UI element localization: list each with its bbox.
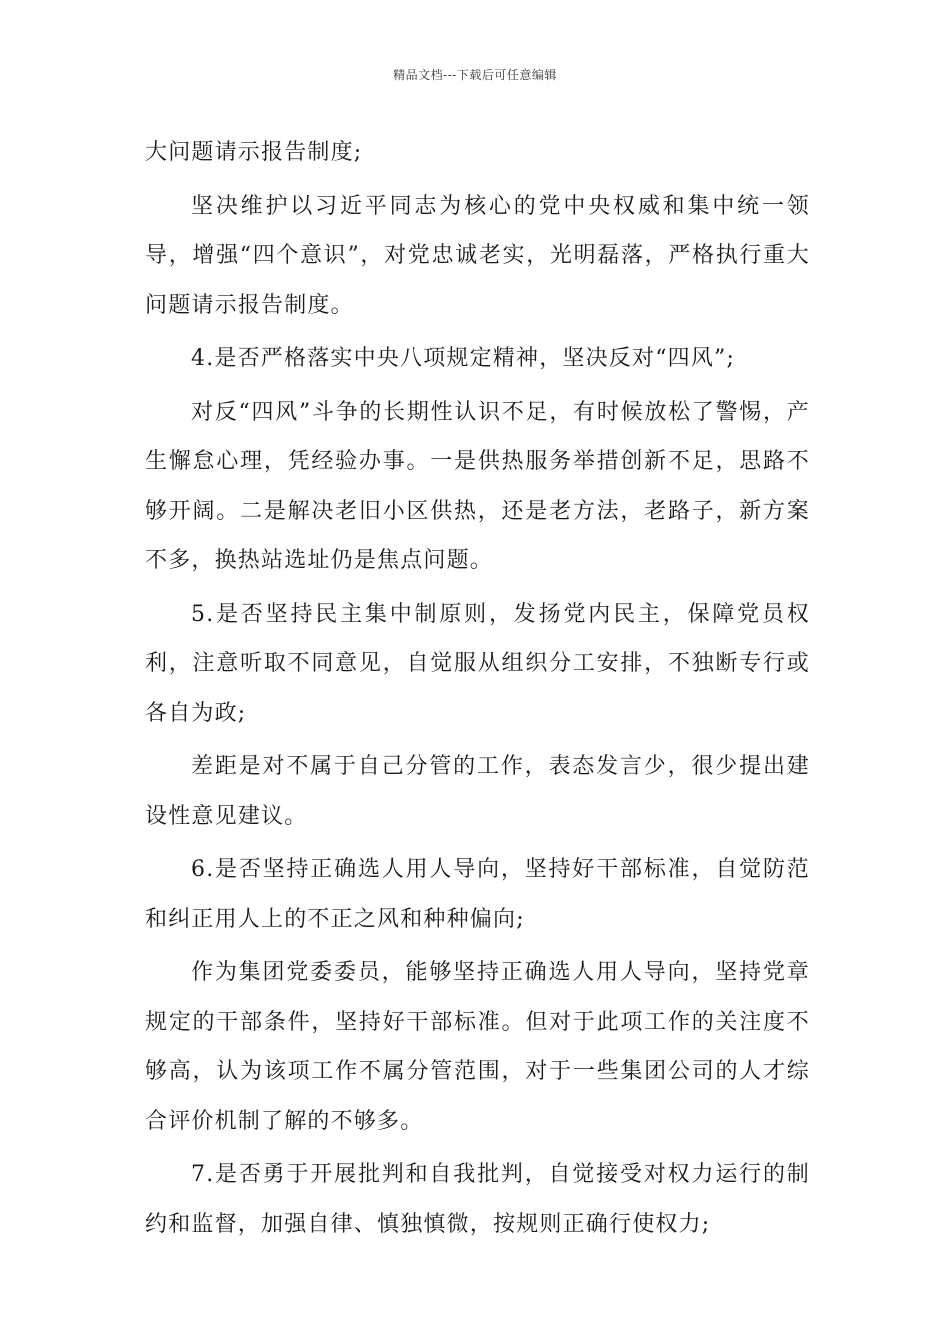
paragraph: 6.是否坚持正确选人用人导向，坚持好干部标准，自觉防范和纠正用人上的不正之风和种种偏向; — [145, 857, 810, 932]
paragraph: 5.是否坚持民主集中制原则，发扬党内民主，保障党员权利，注意听取不同意见，自觉服从组织分工安排，不独断专行或各自为政; — [145, 601, 810, 726]
paragraph: 作为集团党委委员，能够坚持正确选人用人导向，坚持党章规定的干部条件，坚持好干部标准。但对于此项工作的关注度不够高，认为该项工作不属分管范围，对于一些集团公司的人才综合评价机制了解的不够多。 — [145, 960, 810, 1134]
paragraph: 7.是否勇于开展批判和自我批判，自觉接受对权力运行的制约和监督，加强自律、慎独慎微，按规则正确行使权力; — [145, 1162, 810, 1237]
paragraph: 对反“四风”斗争的长期性认识不足，有时候放松了警惕，产生懈怠心理，凭经验办事。一是供热服务举措创新不足，思路不够开阔。二是解决老旧小区供热，还是老方法，老路子，新方案不多，换热站选址仍是焦点问题。 — [145, 399, 810, 573]
document-body — [145, 128, 810, 1253]
paragraph: 大问题请示报告制度; — [145, 140, 363, 165]
paragraph: 坚决维护以习近平同志为核心的党中央权威和集中统一领导，增强“四个意识”，对党忠诚老实，光明磊落，严格执行重大问题请示报告制度。 — [145, 193, 810, 318]
page-header: 精品文档---下载后可任意编辑 — [393, 68, 557, 82]
paragraph: 4.是否严格落实中央八项规定精神，坚决反对“四风”; — [191, 346, 736, 371]
paragraph: 差距是对不属于自己分管的工作，表态发言少，很少提出建设性意见建议。 — [145, 754, 810, 829]
